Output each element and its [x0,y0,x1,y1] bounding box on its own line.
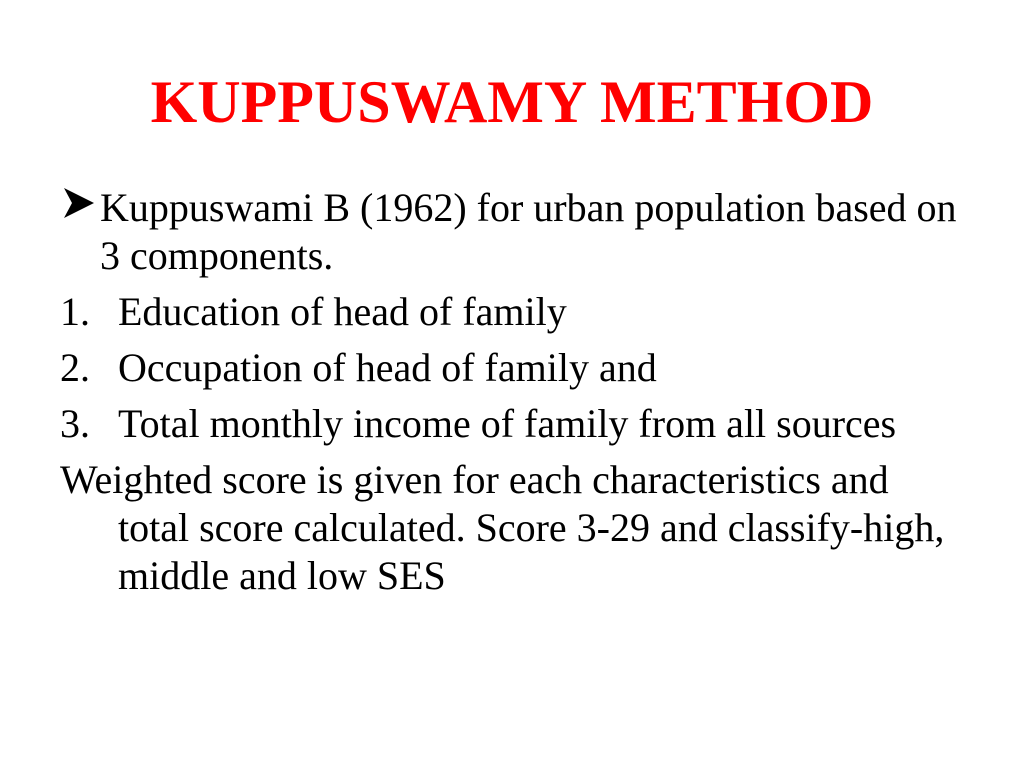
arrow-bullet-icon [62,186,96,220]
item-number: 3. [60,401,90,446]
numbered-item-2 [60,344,960,392]
numbered-item-3 [60,400,960,448]
bullet-text: Kuppuswami B (1962) for urban population based on 3 components. [100,185,957,278]
slide-body [60,184,960,600]
item-text: Total monthly income of family from all sources [118,401,897,446]
item-text: Occupation of head of family and [118,345,657,390]
bullet-item [60,184,960,280]
numbered-item-1 [60,288,960,336]
item-number: 2. [60,345,90,390]
closing-paragraph: Weighted score is given for each characteristics and total score calculated. Score 3-29 and classify-high, middle and low SES [60,457,945,598]
slide-title: KUPPUSWAMY METHOD [150,69,874,135]
item-text: Education of head of family [118,289,567,334]
item-number: 1. [60,289,90,334]
